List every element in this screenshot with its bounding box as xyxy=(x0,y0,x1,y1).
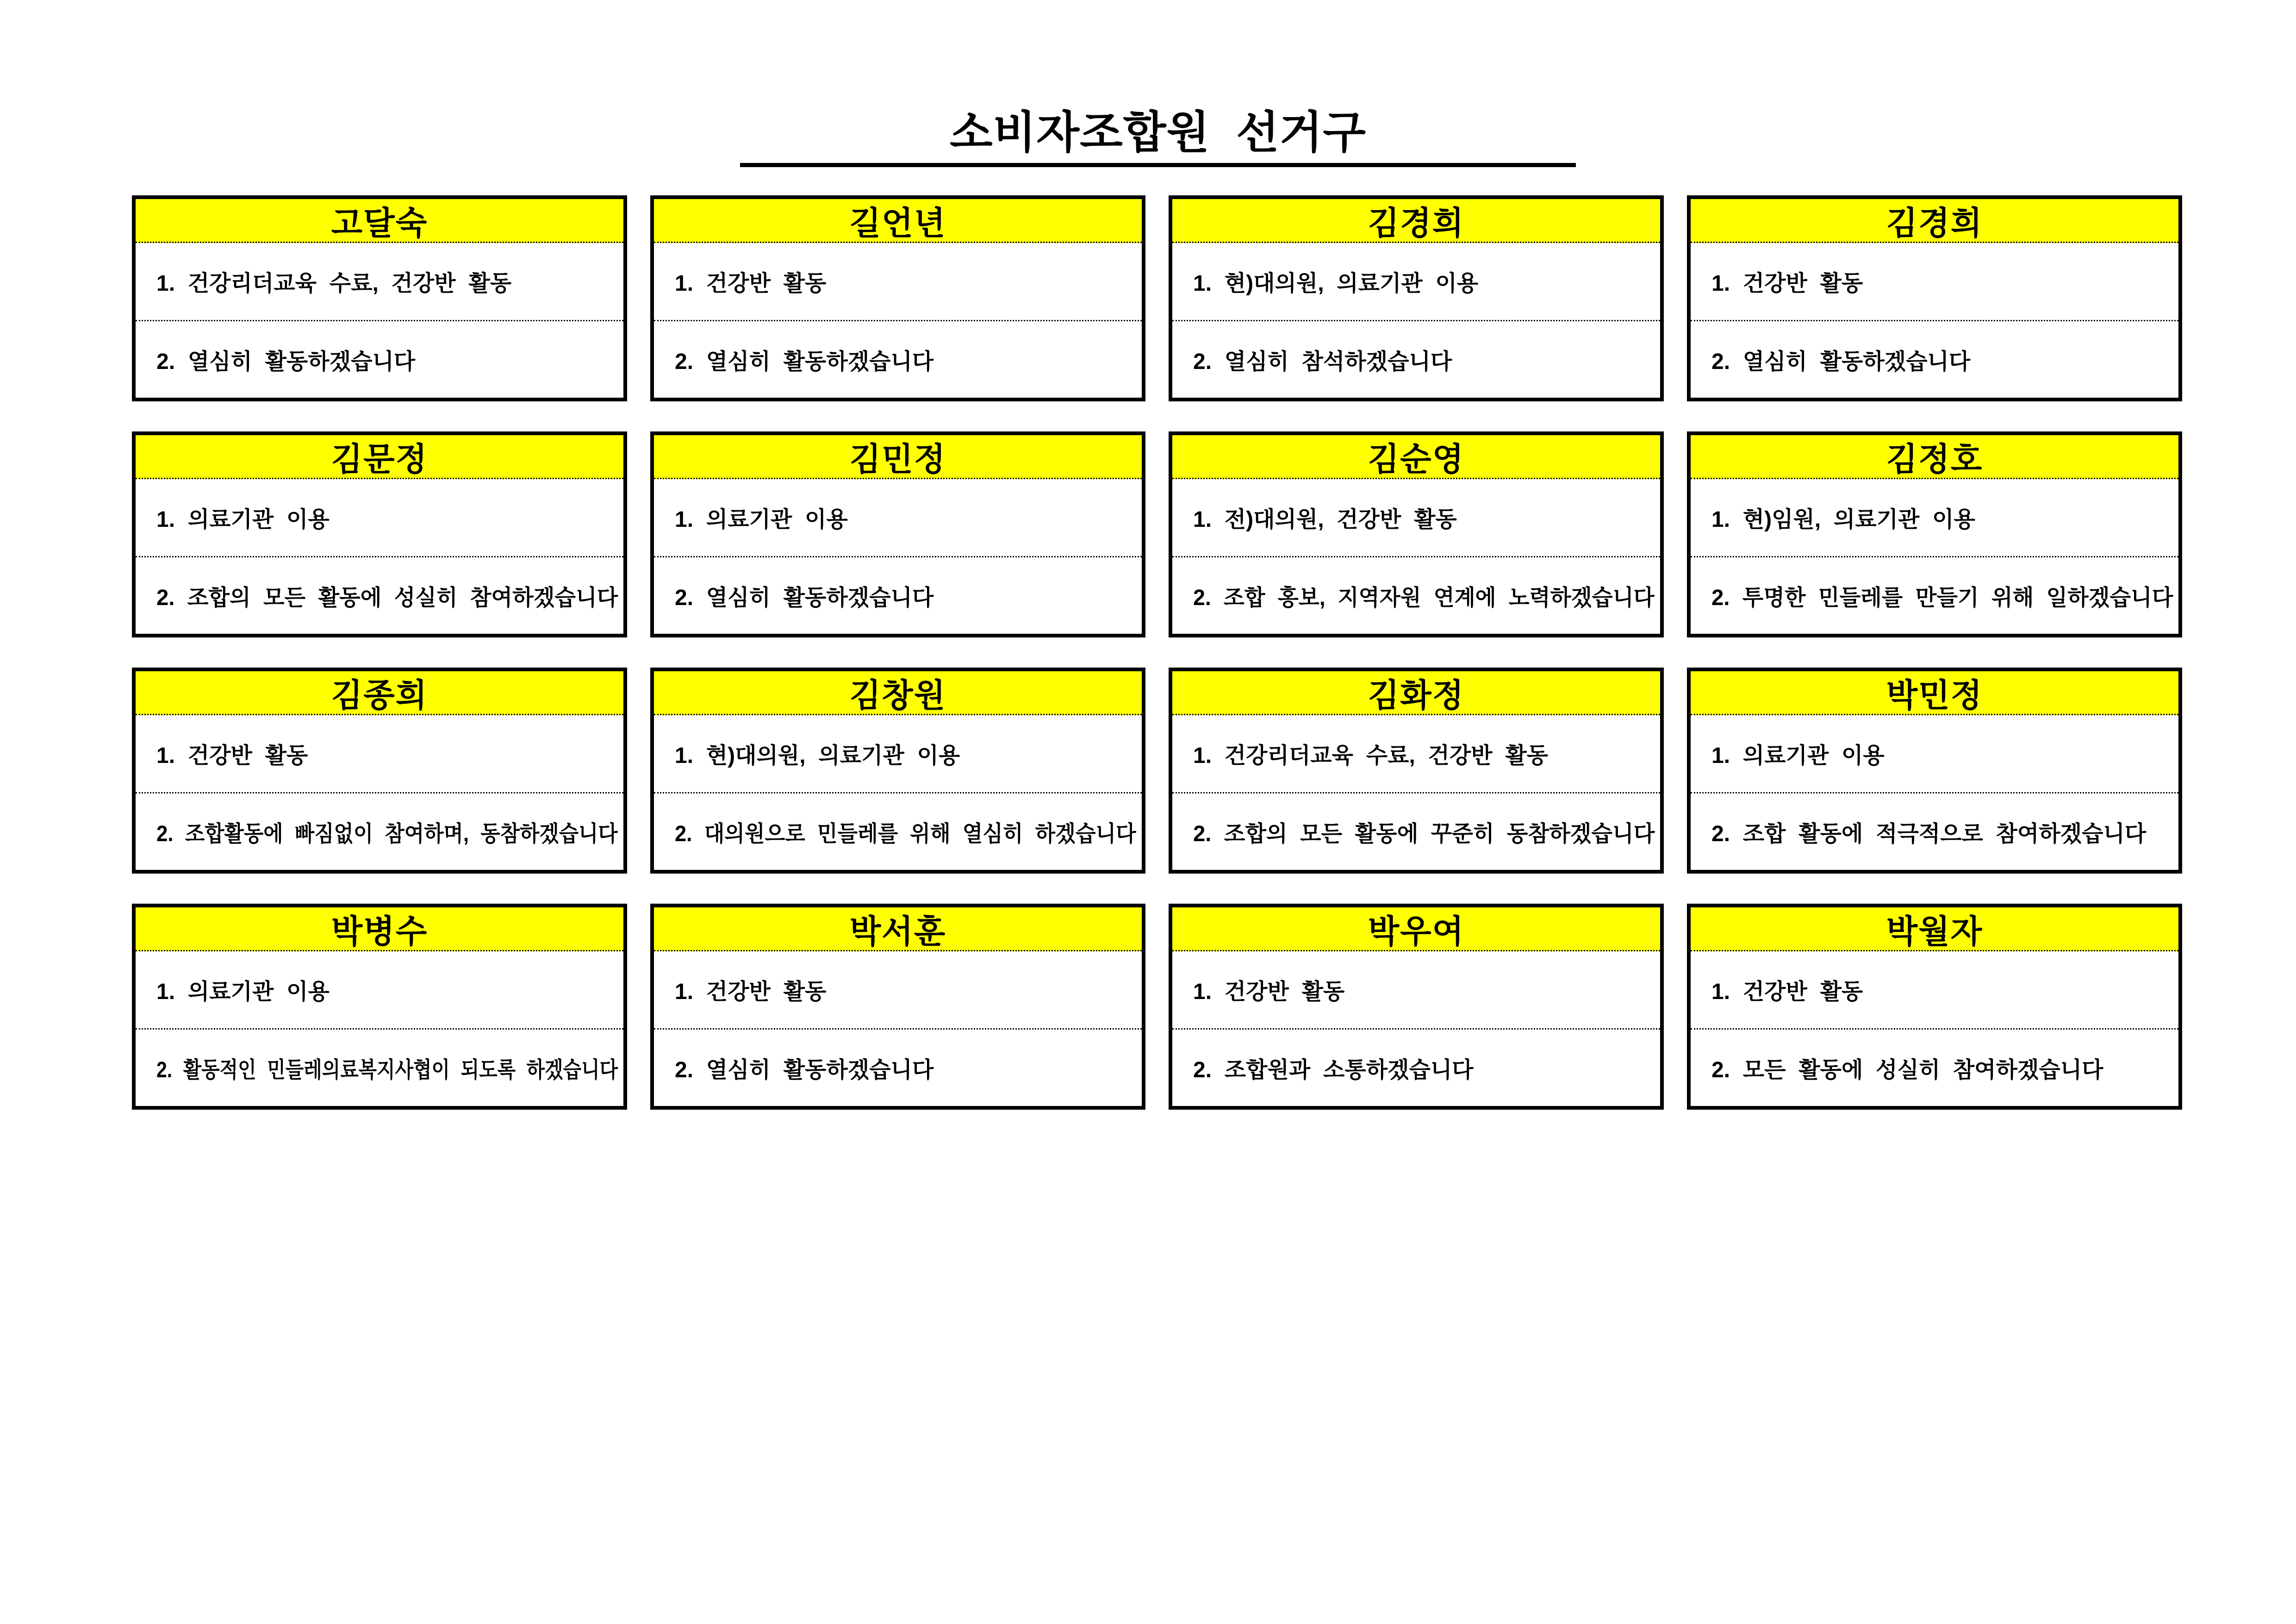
pledge-line-1-text: 1. 건강반 활동 xyxy=(675,980,827,1005)
candidate-name-header xyxy=(654,435,1142,479)
candidate-name-header xyxy=(1172,199,1660,243)
candidate-name-header xyxy=(654,907,1142,951)
pledge-line-1 xyxy=(1172,951,1660,1028)
pledge-line-2 xyxy=(1691,556,2178,634)
pledge-line-2 xyxy=(136,556,623,634)
pledge-line-1 xyxy=(136,479,623,556)
pledge-line-2 xyxy=(1691,1028,2178,1106)
candidate-name: 김민정 xyxy=(849,441,946,477)
pledge-line-2 xyxy=(654,556,1142,634)
candidate-name: 김종희 xyxy=(331,677,428,713)
pledge-line-1 xyxy=(1691,715,2178,792)
candidate-card xyxy=(1687,904,2182,1110)
pledge-line-1 xyxy=(1691,243,2178,320)
pledge-line-2 xyxy=(1172,320,1660,398)
candidate-card xyxy=(132,195,627,401)
pledge-line-1 xyxy=(654,243,1142,320)
candidate-name-header xyxy=(1691,907,2178,951)
pledge-line-1-text: 1. 건강리더교육 수료, 건강반 활동 xyxy=(1193,743,1549,768)
candidate-name: 김화정 xyxy=(1368,677,1465,713)
pledge-line-2-text: 2. 열심히 참석하겠습니다 xyxy=(1193,349,1452,374)
candidate-name-header xyxy=(136,907,623,951)
pledge-line-2 xyxy=(136,1028,623,1106)
pledge-line-2-text: 2. 조합의 모든 활동에 성실히 참여하겠습니다 xyxy=(156,585,618,610)
pledge-line-1 xyxy=(136,951,623,1028)
candidate-name-header xyxy=(1691,435,2178,479)
pledge-line-2 xyxy=(1172,556,1660,634)
candidate-name-header xyxy=(1172,907,1660,951)
candidate-card xyxy=(1687,195,2182,401)
pledge-line-2 xyxy=(654,320,1142,398)
page-title: 소비자조합원 선거구 xyxy=(949,108,1367,157)
candidate-name: 박우여 xyxy=(1368,913,1465,949)
pledge-line-1 xyxy=(1172,715,1660,792)
pledge-line-2 xyxy=(1172,792,1660,870)
pledge-line-1 xyxy=(654,479,1142,556)
pledge-line-2-text: 2. 투명한 민들레를 만들기 위해 일하겠습니다 xyxy=(1711,585,2173,610)
candidate-card xyxy=(132,668,627,874)
candidate-card xyxy=(1687,431,2182,637)
candidate-name-header xyxy=(654,199,1142,243)
candidate-card xyxy=(1169,904,1664,1110)
candidate-card xyxy=(1687,668,2182,874)
candidate-name-header xyxy=(654,671,1142,715)
candidate-card xyxy=(650,668,1145,874)
candidate-name-header xyxy=(136,671,623,715)
candidate-card xyxy=(1169,431,1664,637)
pledge-line-1-text: 1. 의료기관 이용 xyxy=(156,980,330,1005)
title-underline xyxy=(740,163,1576,167)
candidate-card xyxy=(650,195,1145,401)
pledge-line-2 xyxy=(1691,320,2178,398)
pledge-line-1 xyxy=(654,715,1142,792)
candidate-name: 김경희 xyxy=(1886,205,1983,241)
candidate-card xyxy=(650,904,1145,1110)
candidate-card xyxy=(650,431,1145,637)
pledge-line-2 xyxy=(1691,792,2178,870)
pledge-line-1-text: 1. 건강반 활동 xyxy=(1711,980,1863,1005)
candidate-name-header xyxy=(136,199,623,243)
candidate-card xyxy=(1169,668,1664,874)
candidate-name-header xyxy=(1172,435,1660,479)
candidate-name: 김순영 xyxy=(1368,441,1465,477)
pledge-line-1 xyxy=(136,715,623,792)
pledge-line-2 xyxy=(136,320,623,398)
pledge-line-1-text: 1. 건강반 활동 xyxy=(156,743,308,768)
pledge-line-2-text: 2. 열심히 활동하겠습니다 xyxy=(675,585,934,610)
pledge-line-1 xyxy=(1172,479,1660,556)
pledge-line-2-text: 2. 열심히 활동하겠습니다 xyxy=(156,349,416,374)
candidate-name: 김정호 xyxy=(1886,441,1983,477)
pledge-line-2-text: 2. 조합 활동에 적극적으로 참여하겠습니다 xyxy=(1711,821,2147,846)
pledge-line-2-text: 2. 대의원으로 민들레를 위해 열심히 하겠습니다 xyxy=(675,821,1136,846)
candidate-name: 길언년 xyxy=(849,205,946,241)
candidate-name: 박민정 xyxy=(1886,677,1983,713)
pledge-line-1 xyxy=(654,951,1142,1028)
candidate-name: 박병수 xyxy=(331,913,428,949)
candidate-name: 김문정 xyxy=(331,441,428,477)
candidate-name-header xyxy=(1691,199,2178,243)
candidate-name: 박월자 xyxy=(1886,913,1983,949)
pledge-line-2-text: 2. 조합활동에 빠짐없이 참여하며, 동참하겠습니다 xyxy=(156,821,618,846)
pledge-line-2-text: 2. 열심히 활동하겠습니다 xyxy=(675,1057,934,1082)
candidate-name: 김경희 xyxy=(1368,205,1465,241)
candidate-name: 박서훈 xyxy=(849,913,946,949)
pledge-line-1-text: 1. 현)대의원, 의료기관 이용 xyxy=(1193,271,1479,296)
pledge-line-1-text: 1. 건강반 활동 xyxy=(1711,271,1863,296)
pledge-line-2-text: 2. 열심히 활동하겠습니다 xyxy=(1711,349,1971,374)
pledge-line-2-text: 2. 활동적인 민들레의료복지사협이 되도록 하겠습니다 xyxy=(156,1057,618,1082)
candidate-name-header xyxy=(136,435,623,479)
pledge-line-1-text: 1. 현)임원, 의료기관 이용 xyxy=(1711,507,1975,532)
pledge-line-2 xyxy=(654,1028,1142,1106)
candidate-name: 김창원 xyxy=(849,677,946,713)
pledge-line-1-text: 1. 의료기관 이용 xyxy=(675,507,848,532)
pledge-line-1-text: 1. 건강리더교육 수료, 건강반 활동 xyxy=(156,271,512,296)
pledge-line-2-text: 2. 열심히 활동하겠습니다 xyxy=(675,349,934,374)
pledge-line-2-text: 2. 모든 활동에 성실히 참여하겠습니다 xyxy=(1711,1057,2103,1082)
candidate-name-header xyxy=(1691,671,2178,715)
candidate-grid xyxy=(132,195,2182,1110)
pledge-line-2 xyxy=(654,792,1142,870)
title-block xyxy=(740,107,1576,167)
pledge-line-1-text: 1. 전)대의원, 건강반 활동 xyxy=(1193,507,1457,532)
pledge-line-1-text: 1. 현)대의원, 의료기관 이용 xyxy=(675,743,960,768)
pledge-line-1-text: 1. 건강반 활동 xyxy=(1193,980,1345,1005)
candidate-card xyxy=(132,431,627,637)
pledge-line-1 xyxy=(1172,243,1660,320)
pledge-line-2-text: 2. 조합 홍보, 지역자원 연계에 노력하겠습니다 xyxy=(1193,585,1655,610)
pledge-line-2 xyxy=(1172,1028,1660,1106)
candidate-name: 고달숙 xyxy=(331,205,428,241)
pledge-line-2-text: 2. 조합원과 소통하겠습니다 xyxy=(1193,1057,1474,1082)
pledge-line-2 xyxy=(136,792,623,870)
pledge-line-1 xyxy=(1691,951,2178,1028)
pledge-line-1-text: 1. 의료기관 이용 xyxy=(156,507,330,532)
candidate-card xyxy=(132,904,627,1110)
pledge-line-1 xyxy=(1691,479,2178,556)
candidate-card xyxy=(1169,195,1664,401)
pledge-line-2-text: 2. 조합의 모든 활동에 꾸준히 동참하겠습니다 xyxy=(1193,821,1655,846)
candidate-name-header xyxy=(1172,671,1660,715)
pledge-line-1 xyxy=(136,243,623,320)
pledge-line-1-text: 1. 건강반 활동 xyxy=(675,271,827,296)
pledge-line-1-text: 1. 의료기관 이용 xyxy=(1711,743,1885,768)
